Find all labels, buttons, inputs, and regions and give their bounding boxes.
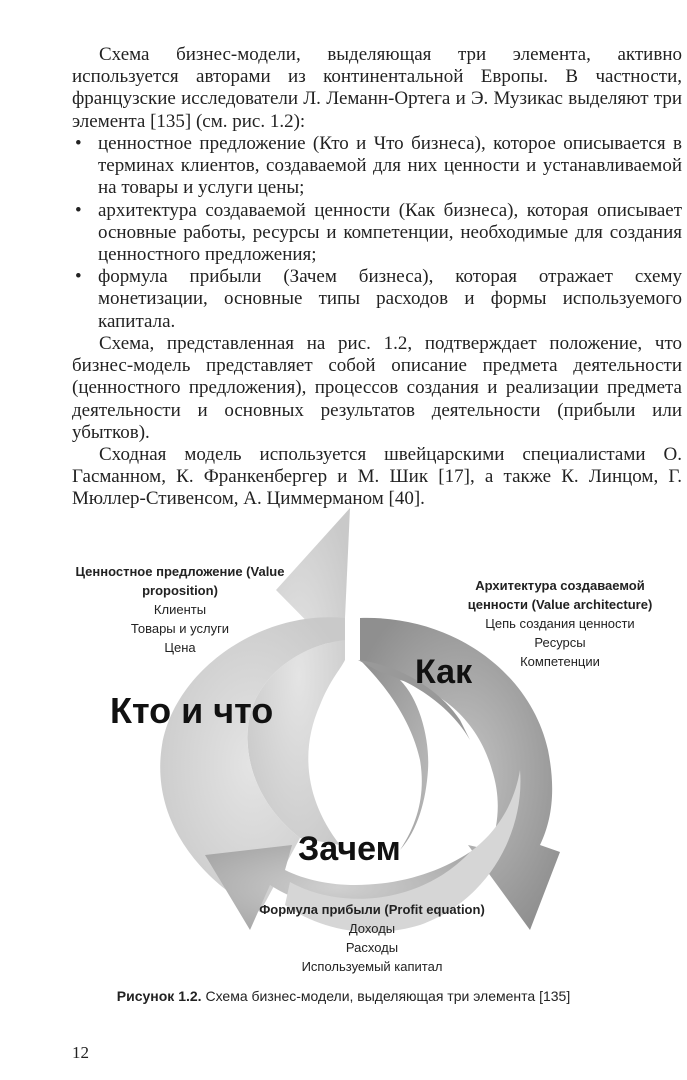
figure-caption-text: Схема бизнес-модели, выделяющая три элемента [135] [205, 988, 571, 1004]
value-architecture-heading: Архитектура создаваемой ценности (Value architecture) [467, 578, 653, 612]
bullet-list [72, 133, 682, 333]
paragraph-intro: Схема бизнес-модели, выделяющая три элемента, активно используется авторами из континентальной Европы. В частности, французские исследователи Л. Леманн-Ортега и Э. Музикас выделяют три элемента [135] (см. рис. 1.2): [72, 44, 682, 132]
bullet-marker: • [75, 266, 82, 288]
profit-equation-item: Используемый капитал [301, 959, 443, 974]
profit-equation-block [222, 900, 522, 976]
figure-caption [0, 988, 687, 1004]
figure-caption-label: Рисунок 1.2. [116, 988, 202, 1004]
value-proposition-item: Товары и услуги [130, 621, 230, 636]
label-who-what: Кто и что [110, 690, 274, 731]
profit-equation-item: Расходы [345, 940, 399, 955]
profit-equation-item: Доходы [348, 921, 396, 936]
profit-equation-heading: Формула прибыли (Profit equation) [259, 902, 485, 917]
list-item [72, 133, 682, 200]
bullet-text-architecture: архитектура создаваемой ценности (Как бизнеса), которая описывает основные работы, ресурсы и компетенции, необходимые для создания ценностного предложения; [98, 199, 682, 266]
list-item [72, 266, 682, 333]
bullet-marker: • [75, 133, 82, 154]
bullet-text-value-proposition: ценностное предложение (Кто и Что бизнеса), которое описывается в терминах клиентов, создаваемой для них ценности и устанавливаемой на товары и услуги цены; [98, 133, 682, 199]
paragraph-scheme: Схема, представленная на рис. 1.2, подтверждает положение, что бизнес-модель представляет собой описание предмета деятельности (ценностного предложения), процессов создания и реализации предмета деятельности и основных результатов деятельности (прибыли или убытков). [72, 333, 682, 443]
value-proposition-item: Клиенты [153, 602, 207, 617]
label-how: Как [415, 653, 473, 691]
value-architecture-item: Компетенции [520, 654, 600, 669]
value-architecture-item: Ресурсы [534, 635, 586, 650]
value-proposition-item: Цена [164, 640, 196, 655]
list-item [72, 200, 682, 267]
business-model-diagram [0, 500, 687, 990]
label-why: Зачем [298, 830, 401, 868]
bullet-text-profit: формула прибыли (Зачем бизнеса), которая отражает схему монетизации, основные типы расходов и формы используемого капитала. [98, 266, 682, 332]
value-proposition-heading: Ценностное предложение (Value proposition) [75, 564, 285, 598]
bullet-marker: • [75, 199, 82, 221]
value-architecture-item: Цепь создания ценности [485, 616, 635, 631]
value-proposition-block [55, 562, 305, 657]
page-number: 12 [72, 1043, 89, 1062]
value-architecture-block [445, 576, 675, 671]
paragraph-similar-model: Сходная модель используется швейцарскими специалистами О. Гасманном, К. Франкенбергер и М. Шик [17], а также К. Линцом, Г. Мюллер-Стивенсом, А. Циммерманом [40]. [72, 444, 682, 510]
